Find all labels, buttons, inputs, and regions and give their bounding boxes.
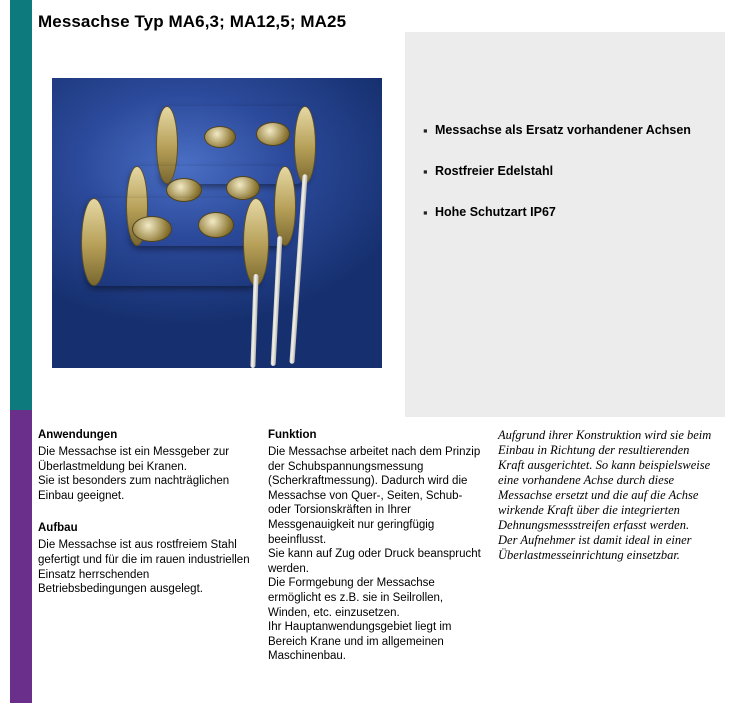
heading-aufbau: Aufbau bbox=[38, 522, 78, 535]
pin-hole bbox=[132, 216, 172, 242]
feature-item bbox=[423, 122, 708, 139]
paragraph: Sie ist besonders zum nachträglichen Einbau geeignet. bbox=[38, 475, 230, 502]
column-anwendungen bbox=[38, 428, 268, 664]
load-pin-front bbox=[86, 198, 262, 286]
square-bullet-icon bbox=[423, 204, 435, 221]
cable bbox=[250, 274, 258, 368]
pin-cap bbox=[243, 198, 269, 286]
pin-body bbox=[86, 198, 262, 286]
feature-label: Hohe Schutzart IP67 bbox=[435, 205, 556, 219]
pin-hole bbox=[256, 122, 290, 146]
feature-list bbox=[423, 122, 708, 245]
feature-label: Rostfreier Edelstahl bbox=[435, 164, 554, 178]
pin-cap bbox=[274, 166, 296, 246]
feature-item bbox=[423, 204, 708, 221]
paragraph: Die Messachse ist aus rostfreiem Stahl gefertigt und für die im rauen industriellen Einsatz herrschenden Betriebsbedingungen ausgelegt. bbox=[38, 539, 250, 596]
pin-hole bbox=[226, 176, 260, 200]
paragraph: Die Messachse ist ein Messgeber zur Überlastmeldung bei Kranen. bbox=[38, 446, 230, 473]
column-funktion bbox=[268, 428, 498, 664]
page-title: Messachse Typ MA6,3; MA12,5; MA25 bbox=[38, 12, 347, 31]
photo-background bbox=[52, 78, 382, 368]
features-panel bbox=[405, 32, 725, 417]
column-konstruktion bbox=[498, 428, 728, 664]
accent-bar-teal bbox=[10, 0, 32, 410]
body-columns bbox=[38, 428, 728, 664]
paragraph: Der Aufnehmer ist damit ideal in einer Überlastmesseinrichtung einsetzbar. bbox=[498, 533, 692, 562]
heading-funktion: Funktion bbox=[268, 429, 317, 441]
pin-hole bbox=[204, 126, 236, 148]
heading-anwendungen: Anwendungen bbox=[38, 429, 118, 441]
square-bullet-icon bbox=[423, 122, 435, 139]
square-bullet-icon bbox=[423, 163, 435, 180]
product-photo bbox=[52, 78, 382, 368]
pin-hole bbox=[198, 212, 234, 238]
pin-cap bbox=[294, 106, 316, 184]
paragraph: Die Formgebung der Messachse ermöglicht es z.B. sie in Seilrollen, Winden, etc. einzusetzen. bbox=[268, 577, 444, 619]
accent-bar-purple bbox=[10, 410, 32, 703]
pin-cap bbox=[81, 198, 107, 286]
paragraph: Die Messachse arbeitet nach dem Prinzip der Schubspannungsmessung (Scherkraftmessung). Dadurch wird die Messachse von Quer-, Seiten, Schub- oder Torsionskräften in Ihrer Messgenauigkeit nur geringfügig beeinflusst. bbox=[268, 446, 481, 546]
feature-item bbox=[423, 163, 708, 180]
paragraph: Aufgrund ihrer Konstruktion wird sie beim Einbau in Richtung der resultierenden Kraft ausgerichtet. So kann beispielsweise eine vorhandene Achse durch diese Messachse ersetzt und die auf die Achse wirkende Kraft über die integrierten Dehnungsmessstreifen erfasst werden. bbox=[498, 428, 712, 532]
paragraph: Ihr Hauptanwendungsgebiet liegt im Bereich Krane und im allgemeinen Maschinenbau. bbox=[268, 621, 452, 663]
feature-label: Messachse als Ersatz vorhandener Achsen bbox=[435, 123, 691, 137]
cable bbox=[271, 236, 283, 366]
paragraph: Sie kann auf Zug oder Druck beansprucht werden. bbox=[268, 548, 481, 575]
